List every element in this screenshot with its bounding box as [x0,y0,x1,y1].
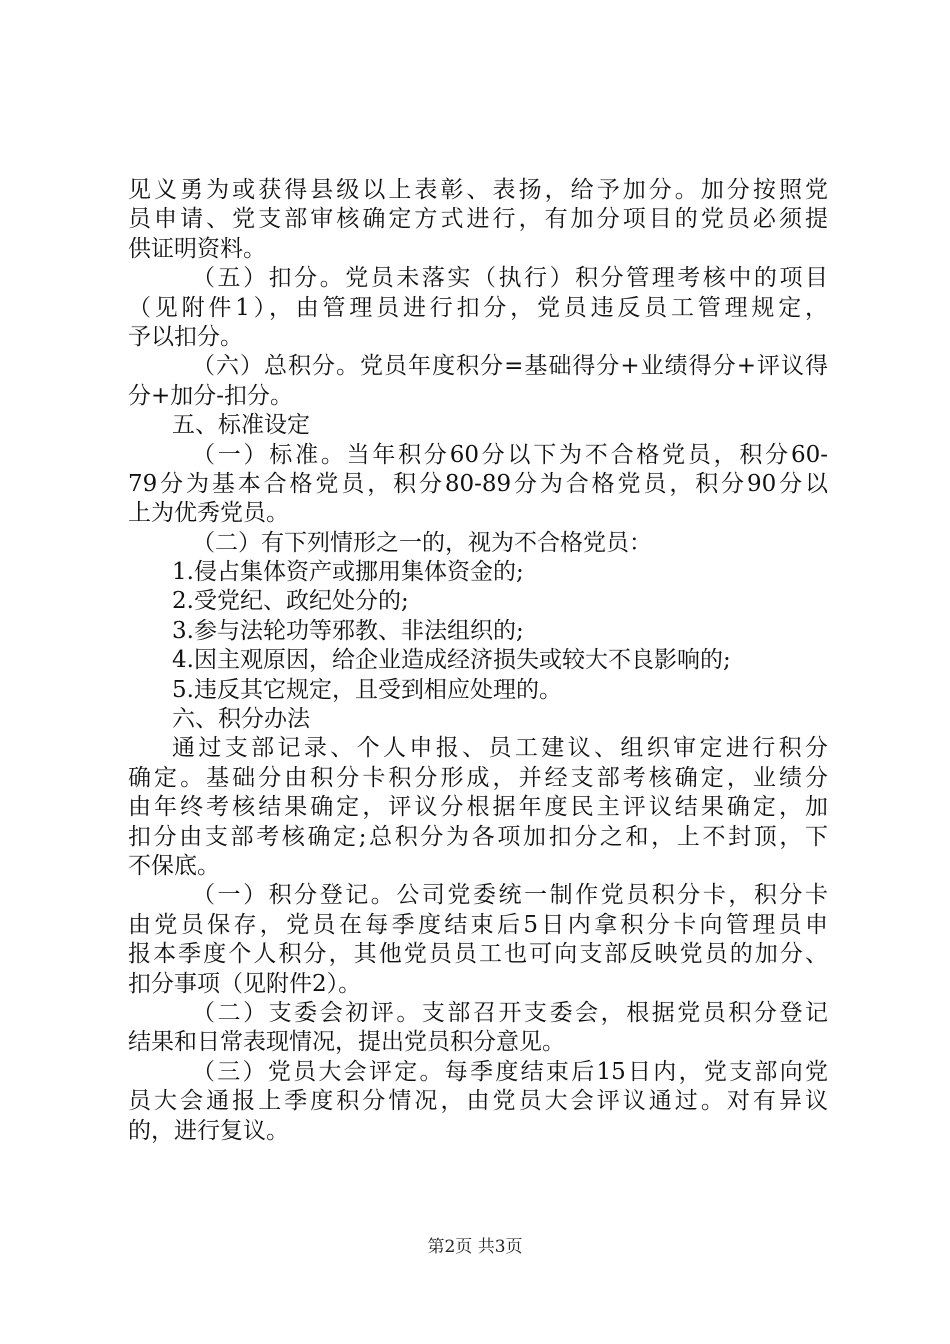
text-line: 予以扣分。 [128,323,243,350]
text-line: 供证明资料。 [128,235,266,262]
text-line: （六）总积分。党员年度积分=基础得分+业绩得分+评议得 [192,353,828,380]
page-footer [0,1236,950,1258]
text-line: （五）扣分。党员未落实（执行）积分管理考核中的项目 [192,265,828,292]
text-line: （一）积分登记。公司党委统一制作党员积分卡，积分卡 [192,882,828,909]
text-line: 2.受党纪、政纪处分的; [172,588,409,615]
text-line: 不保底。 [128,852,220,879]
text-line: 的，进行复议。 [128,1117,289,1144]
text-line: 由党员保存，党员在每季度结束后5日内拿积分卡向管理员申 [128,911,828,938]
text-line: 见义勇为或获得县级以上表彰、表扬，给予加分。加分按照党 [128,177,828,203]
text-line: （一）标准。当年积分60分以下为不合格党员，积分60- [192,441,828,468]
text-line: 由年终考核结果确定，评议分根据年度民主评议结果确定，加 [128,794,828,821]
text-line: 3.参与法轮功等邪教、非法组织的; [172,617,524,644]
text-line: 5.违反其它规定，且受到相应处理的。 [172,676,562,703]
text-line: 报本季度个人积分，其他党员员工也可向支部反映党员的加分、 [128,941,828,968]
text-line: 分+加分-扣分。 [128,382,294,409]
text-line: 确定。基础分由积分卡积分形成，并经支部考核确定，业绩分 [128,764,828,791]
text-line: 1.侵占集体资产或挪用集体资金的; [172,559,524,586]
text-line: 五、标准设定 [172,412,310,439]
document-body [128,176,828,1146]
text-line: 六、积分办法 [172,706,310,733]
text-line: （见附件1），由管理员进行扣分，党员违反员工管理规定， [128,294,828,321]
text-line: 扣分由支部考核确定;总积分为各项加扣分之和，上不封顶，下 [128,823,828,850]
text-line: （三）党员大会评定。每季度结束后15日内，党支部向党 [192,1058,828,1085]
text-line: 79分为基本合格党员，积分80-89分为合格党员，积分90分以 [128,470,828,497]
text-line: 通过支部记录、个人申报、员工建议、组织审定进行积分 [172,735,828,762]
text-line: 员大会通报上季度积分情况，由党员大会评议通过。对有异议 [128,1088,828,1115]
text-line: 扣分事项（见附件2）。 [128,970,362,997]
text-line: （二）有下列情形之一的，视为不合格党员： [192,529,652,556]
text-line: 结果和日常表现情况，提出党员积分意见。 [128,1029,565,1056]
text-line: 上为优秀党员。 [128,500,289,527]
text-line: 员申请、党支部审核确定方式进行，有加分项目的党员必须提 [128,206,828,233]
page-number-label: 第2页 共3页 [427,1237,523,1257]
text-line: （二）支委会初评。支部召开支委会，根据党员积分登记 [192,999,828,1026]
text-line: 4.因主观原因，给企业造成经济损失或较大不良影响的; [172,647,731,674]
